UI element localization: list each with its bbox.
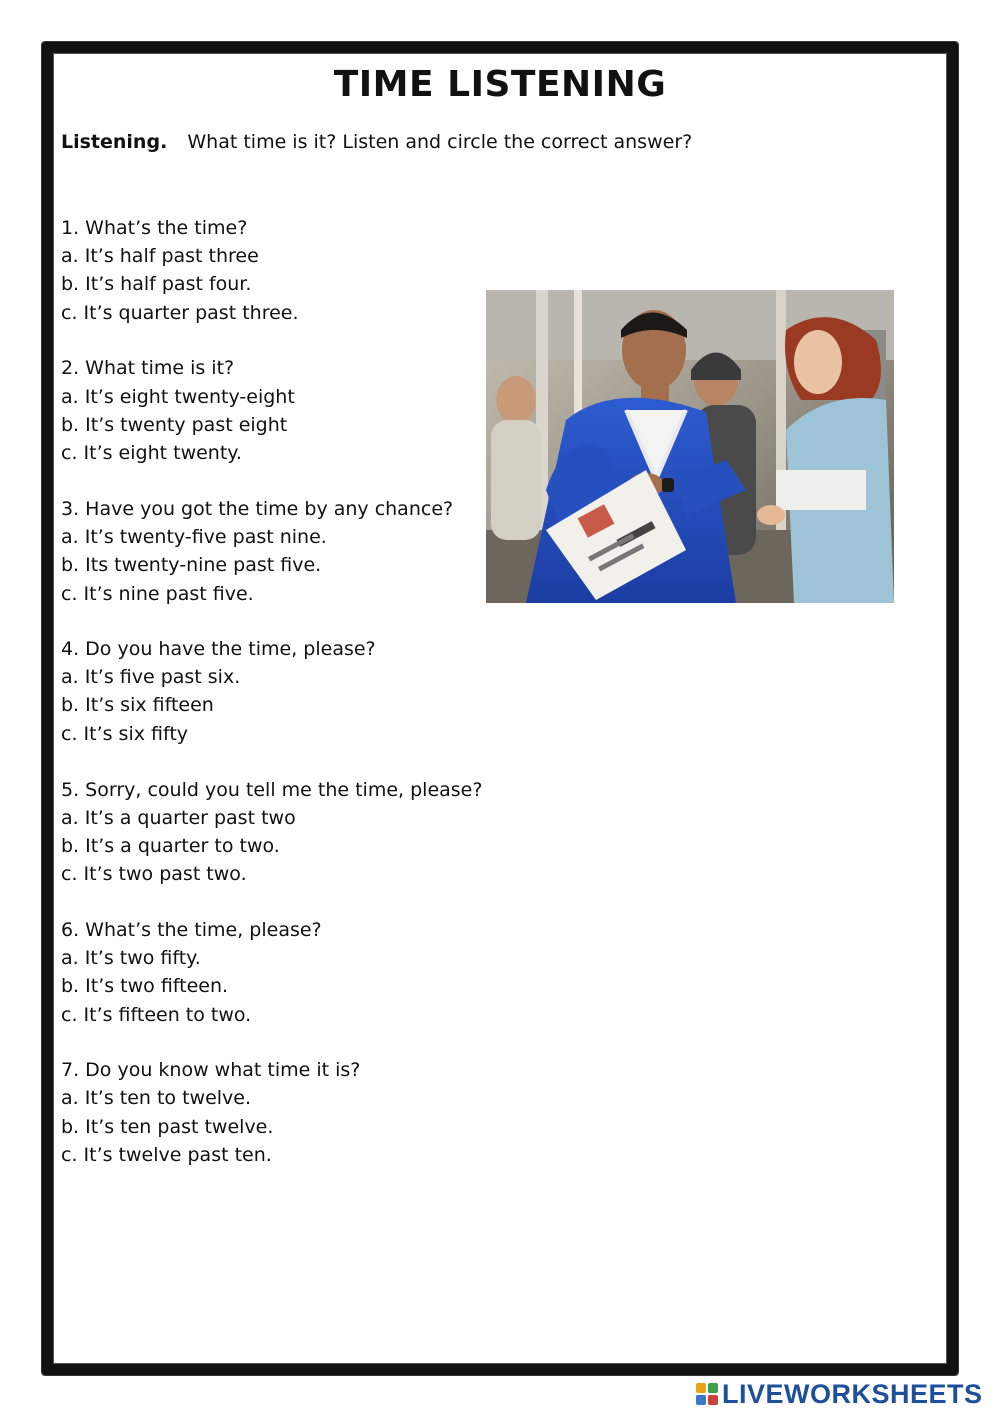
instruction-text: What time is it? Listen and circle the correct answer? [187,131,693,153]
answer-2b[interactable]: b. It’s twenty past eight [61,414,288,436]
question-6: 6. What’s the time, please? [61,919,322,941]
answer-7a[interactable]: a. It’s ten to twelve. [61,1087,252,1109]
photo-man-checking-watch [486,290,894,603]
liveworksheets-logo-icon [696,1383,718,1405]
instruction [61,131,692,153]
answer-3b[interactable]: b. Its twenty-nine past five. [61,554,322,576]
answer-3a[interactable]: a. It’s twenty-five past nine. [61,526,327,548]
answer-1a[interactable]: a. It’s half past three [61,245,259,267]
liveworksheets-logo-text: LIVEWORKSHEETS [722,1378,983,1409]
question-3: 3. Have you got the time by any chance? [61,498,454,520]
answer-1b[interactable]: b. It’s half past four. [61,273,252,295]
answer-7c[interactable]: c. It’s twelve past ten. [61,1144,272,1166]
answer-7b[interactable]: b. It’s ten past twelve. [61,1116,274,1138]
question-5: 5. Sorry, could you tell me the time, please? [61,779,483,801]
question-4: 4. Do you have the time, please? [61,638,376,660]
question-2: 2. What time is it? [61,357,235,379]
answer-6c[interactable]: c. It’s fifteen to two. [61,1004,252,1026]
answer-4b[interactable]: b. It’s six fifteen [61,694,214,716]
answer-6b[interactable]: b. It’s two fifteen. [61,975,229,997]
answer-4a[interactable]: a. It’s five past six. [61,666,241,688]
page-title: TIME LISTENING [333,64,667,105]
answer-1c[interactable]: c. It’s quarter past three. [61,302,299,324]
answer-6a[interactable]: a. It’s two fifty. [61,947,201,969]
answer-5c[interactable]: c. It’s two past two. [61,863,247,885]
answer-4c[interactable]: c. It’s six fifty [61,723,189,745]
question-7: 7. Do you know what time it is? [61,1059,361,1081]
liveworksheets-logo [696,1378,983,1410]
answer-2c[interactable]: c. It’s eight twenty. [61,442,242,464]
answer-2a[interactable]: a. It’s eight twenty-eight [61,386,295,408]
answer-5a[interactable]: a. It’s a quarter past two [61,807,296,829]
answer-3c[interactable]: c. It’s nine past five. [61,583,254,605]
question-1: 1. What’s the time? [61,217,248,239]
answer-5b[interactable]: b. It’s a quarter to two. [61,835,280,857]
instruction-label: Listening. [61,131,168,153]
